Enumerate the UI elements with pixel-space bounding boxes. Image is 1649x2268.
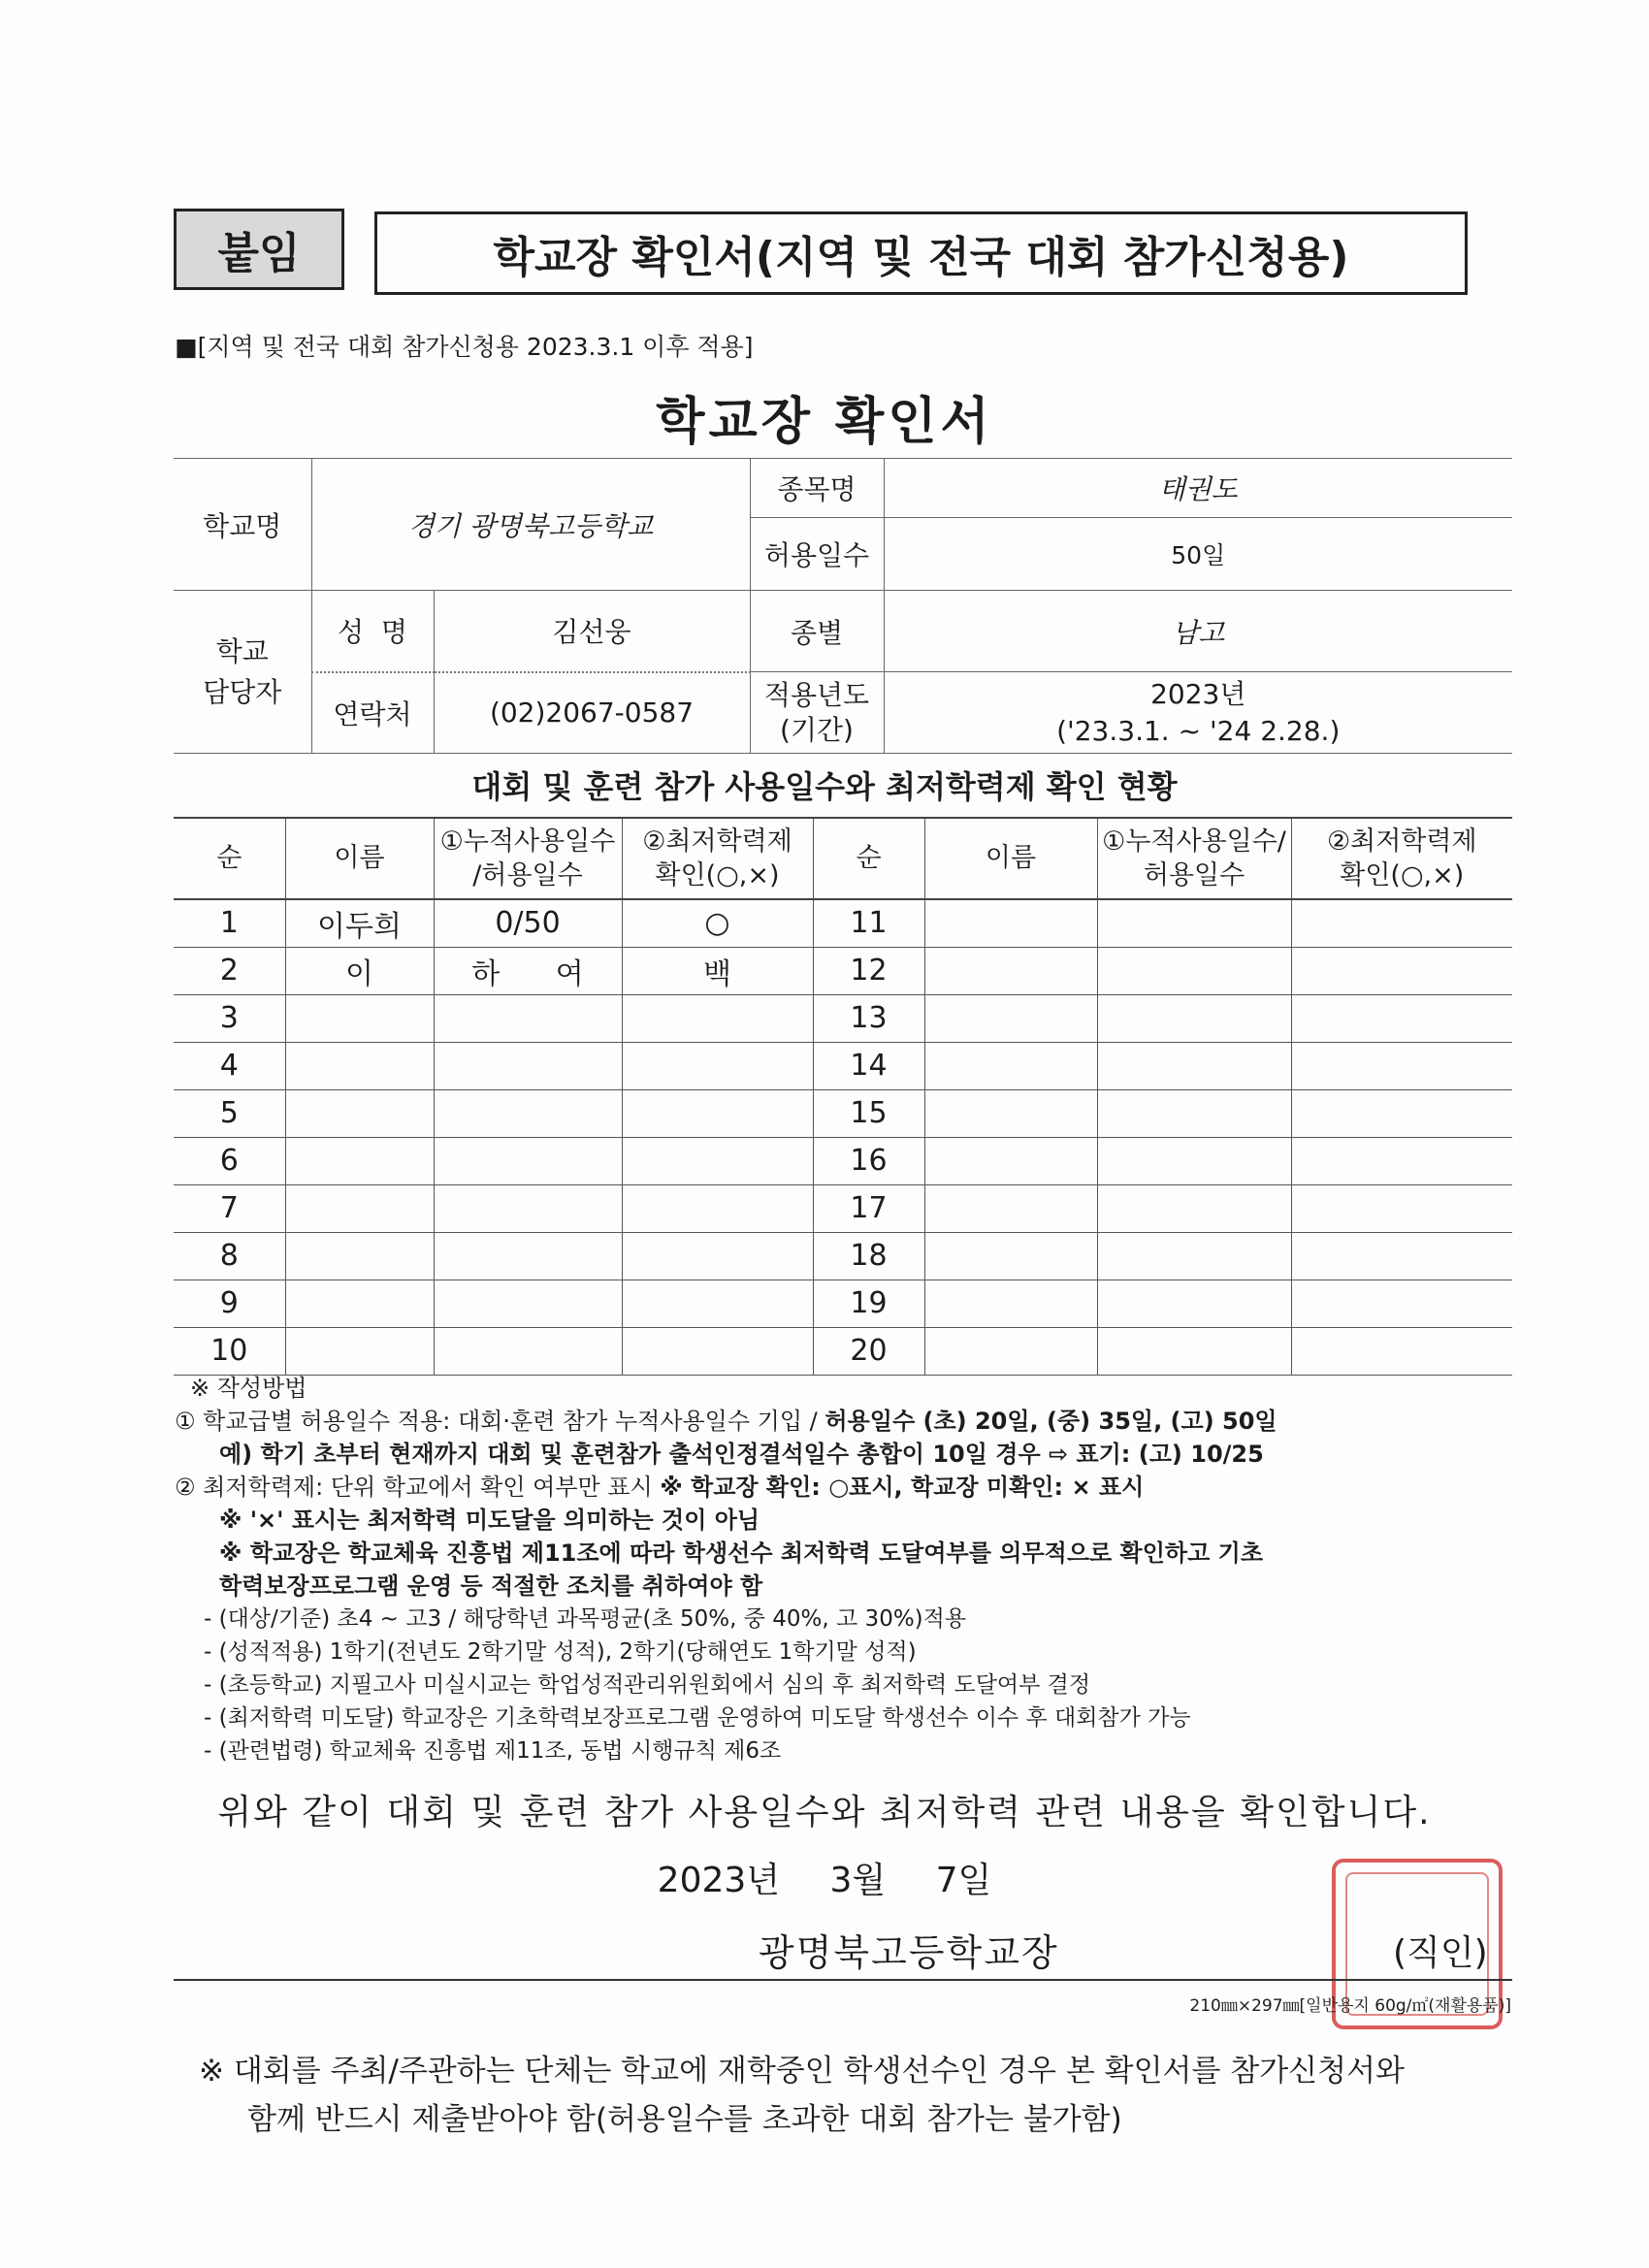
- allowed-days-label: 허용일수: [750, 518, 884, 591]
- row-no-2: 15: [813, 1089, 924, 1137]
- table-header-row: [174, 818, 1512, 899]
- row-no: 4: [174, 1042, 285, 1089]
- row-days: [434, 947, 622, 994]
- paper-spec: 210㎜×297㎜[일반용지 60g/㎡(재활용품)]: [1189, 1996, 1511, 2016]
- table-row: [174, 1184, 1512, 1232]
- row-no-2: 13: [813, 994, 924, 1042]
- table-row: [174, 1089, 1512, 1137]
- submission-note-line-2: 함께 반드시 제출받아야 함(허용일수를 초과한 대회 참가는 불가함): [247, 2102, 1122, 2137]
- row-days: [434, 1137, 622, 1184]
- row-check-2: [1291, 947, 1512, 994]
- year-cell: [884, 672, 1512, 754]
- row-name-2: [924, 1232, 1097, 1280]
- instructions: [175, 1372, 1533, 1767]
- table-row: [174, 947, 1512, 994]
- row-name-2: [924, 1327, 1097, 1375]
- row-no-2: 17: [813, 1184, 924, 1232]
- row-no-2: 11: [813, 899, 924, 947]
- row-days-2: [1097, 1184, 1291, 1232]
- header-name: 이름: [285, 818, 434, 899]
- manager-label: 학교 담당자: [174, 591, 311, 754]
- allowed-days-value: 50일: [884, 518, 1512, 591]
- row-check: ○: [622, 899, 813, 947]
- instruction-line: - (초등학교) 지필고사 미실시교는 학업성적관리위원회에서 심의 후 최저학력 도달여부 결정: [204, 1672, 1091, 1698]
- instruction-line: - (최저학력 미도달) 학교장은 기초학력보장프로그램 운영하여 미도달 학생선수 이수 후 대회참가 가능: [204, 1705, 1191, 1731]
- row-check-2: [1291, 994, 1512, 1042]
- row-no: 8: [174, 1232, 285, 1280]
- header-days: ①누적사용일수 /허용일수: [434, 818, 622, 899]
- contact-label: 연락처: [311, 672, 434, 754]
- contact-value: (02)2067-0587: [434, 672, 750, 754]
- header-title-box: [374, 211, 1468, 295]
- row-check: [622, 1137, 813, 1184]
- attachment-tag-label: 붙임: [217, 229, 301, 278]
- document-title: 학교장 확인서: [656, 393, 993, 451]
- row-days-2: [1097, 1089, 1291, 1137]
- row-check: [622, 1184, 813, 1232]
- row-check: [622, 1327, 813, 1375]
- row-no: 6: [174, 1137, 285, 1184]
- principal-name: 광명북고등학교장: [759, 1931, 1059, 1974]
- instruction-line: - (성적적용) 1학기(전년도 2학기말 성적), 2학기(당해연도 1학기말 성적): [204, 1639, 917, 1665]
- row-name-2: [924, 899, 1097, 947]
- row-no-2: 16: [813, 1137, 924, 1184]
- school-value: 경기 광명북고등학교: [311, 459, 750, 591]
- row-no: 2: [174, 947, 285, 994]
- row-check: [622, 1280, 813, 1327]
- row-name: [285, 1232, 434, 1280]
- row-name-2: [924, 994, 1097, 1042]
- info-table: [174, 458, 1512, 754]
- instruction-text-bold: 허용일수 (초) 20일, (중) 35일, (고) 50일: [824, 1408, 1277, 1435]
- row-days-2: [1097, 1042, 1291, 1089]
- row-name: [285, 1280, 434, 1327]
- attachment-tag: [174, 209, 344, 290]
- row-name-2: [924, 947, 1097, 994]
- row-days-part-a: 하: [471, 956, 501, 991]
- instructions-title: ※ 작성방법: [190, 1375, 307, 1402]
- row-days-2: [1097, 1137, 1291, 1184]
- section-title: 대회 및 훈련 참가 사용일수와 최저학력제 확인 현황: [471, 768, 1178, 805]
- row-days: [434, 1232, 622, 1280]
- table-row: [174, 899, 1512, 947]
- row-days: [434, 1184, 622, 1232]
- header-name-2: 이름: [924, 818, 1097, 899]
- row-check-2: [1291, 1089, 1512, 1137]
- row-name-2: [924, 1184, 1097, 1232]
- school-label: 학교명: [174, 459, 311, 591]
- row-check: [622, 1042, 813, 1089]
- row-check-2: [1291, 1042, 1512, 1089]
- row-no: 1: [174, 899, 285, 947]
- confirmation-statement: 위와 같이 대회 및 훈련 참가 사용일수와 최저학력 관련 내용을 확인합니다.: [217, 1793, 1432, 1832]
- row-name-2: [924, 1137, 1097, 1184]
- participation-table: [174, 817, 1512, 1376]
- year-label: 적용년도 (기간): [750, 672, 884, 754]
- row-days: [434, 1042, 622, 1089]
- row-days: [434, 1280, 622, 1327]
- row-no-2: 20: [813, 1327, 924, 1375]
- row-days-2: [1097, 947, 1291, 994]
- row-name: 이두희: [285, 899, 434, 947]
- row-name: [285, 1137, 434, 1184]
- applicability-notice: ■[지역 및 전국 대회 참가신청용 2023.3.1 이후 적용]: [175, 333, 754, 361]
- row-days-2: [1097, 1232, 1291, 1280]
- table-row: [174, 1137, 1512, 1184]
- row-check: [622, 1232, 813, 1280]
- category-label: 종별: [750, 591, 884, 672]
- header-check: ②최저학력제 확인(○,×): [622, 818, 813, 899]
- instruction-line: - (관련법령) 학교체육 진흥법 제11조, 동법 시행규칙 제6조: [204, 1738, 782, 1764]
- name-label: 성 명: [311, 591, 434, 672]
- instruction-text: ① 학교급별 허용일수 적용: 대회·훈련 참가 누적사용일수 기입 /: [175, 1408, 825, 1435]
- instruction-line: [175, 1405, 1533, 1438]
- row-name: [285, 1184, 434, 1232]
- instruction-text-bold: ※ 학교장 확인: ○표시, 학교장 미확인: × 표시: [660, 1474, 1145, 1501]
- instruction-line: ※ '×' 표시는 최저학력 미도달을 의미하는 것이 아님: [219, 1507, 760, 1534]
- row-name: [285, 994, 434, 1042]
- table-row: [174, 1327, 1512, 1375]
- submission-note: [199, 2047, 1557, 2144]
- row-no: 9: [174, 1280, 285, 1327]
- instruction-text: ② 최저학력제: 단위 학교에서 확인 여부만 표시: [175, 1474, 661, 1501]
- row-no: 10: [174, 1327, 285, 1375]
- submission-note-line-1: ※ 대회를 주최/주관하는 단체는 학교에 재학중인 학생선수인 경우 본 확인서를 참가신청서와: [199, 2054, 1405, 2089]
- footer-divider: [174, 1979, 1512, 1981]
- header-title: 학교장 확인서(지역 및 전국 대회 참가신청용): [493, 233, 1349, 282]
- header-no-2: 순: [813, 818, 924, 899]
- row-days: [434, 994, 622, 1042]
- instruction-line: - (대상/기준) 초4 ~ 고3 / 해당학년 과목평균(초 50%, 중 40%, 고 30%)적용: [204, 1606, 967, 1632]
- row-name: [285, 1089, 434, 1137]
- row-check-2: [1291, 1280, 1512, 1327]
- row-check-2: [1291, 1137, 1512, 1184]
- row-name: 이: [285, 947, 434, 994]
- issue-date: 2023년 3월 7일: [657, 1861, 992, 1900]
- row-days: [434, 1327, 622, 1375]
- event-label: 종목명: [750, 459, 884, 518]
- row-days: [434, 1089, 622, 1137]
- instruction-line: 예) 학기 초부터 현재까지 대회 및 훈련참가 출석인정결석일수 총합이 10일 경우 ⇨ 표기: (고) 10/25: [219, 1441, 1264, 1468]
- row-days-2: [1097, 1280, 1291, 1327]
- row-name-2: [924, 1089, 1097, 1137]
- name-value: 김선웅: [434, 591, 750, 672]
- row-check: 백: [622, 947, 813, 994]
- row-name: [285, 1042, 434, 1089]
- event-value: 태권도: [884, 459, 1512, 518]
- row-check-2: [1291, 1184, 1512, 1232]
- row-no: 7: [174, 1184, 285, 1232]
- header-check-2: ②최저학력제 확인(○,×): [1291, 818, 1512, 899]
- row-check: [622, 994, 813, 1042]
- row-no: 5: [174, 1089, 285, 1137]
- row-days-2: [1097, 899, 1291, 947]
- table-row: [174, 1042, 1512, 1089]
- table-row: [174, 1232, 1512, 1280]
- row-name-2: [924, 1280, 1097, 1327]
- row-check: [622, 1089, 813, 1137]
- instruction-line: 학력보장프로그램 운영 등 적절한 조치를 취하여야 함: [219, 1572, 763, 1600]
- row-no-2: 18: [813, 1232, 924, 1280]
- instruction-line: ※ 학교장은 학교체육 진흥법 제11조에 따라 학생선수 최저학력 도달여부를 의무적으로 확인하고 기초: [219, 1539, 1263, 1567]
- row-days-part-b: 여: [555, 956, 584, 991]
- table-row: [174, 994, 1512, 1042]
- row-name: [285, 1327, 434, 1375]
- row-no-2: 19: [813, 1280, 924, 1327]
- header-days-2: ①누적사용일수/ 허용일수: [1097, 818, 1291, 899]
- row-days-2: [1097, 1327, 1291, 1375]
- row-check-2: [1291, 1327, 1512, 1375]
- seal-label: (직인): [1393, 1933, 1488, 1973]
- table-row: [174, 1280, 1512, 1327]
- row-no-2: 14: [813, 1042, 924, 1089]
- row-days: 0/50: [434, 899, 622, 947]
- row-check-2: [1291, 1232, 1512, 1280]
- row-no-2: 12: [813, 947, 924, 994]
- year-value: 2023년: [1150, 677, 1246, 710]
- row-name-2: [924, 1042, 1097, 1089]
- period-value: ('23.3.1. ~ '24 2.28.): [1056, 714, 1341, 747]
- row-no: 3: [174, 994, 285, 1042]
- instruction-line: [175, 1471, 1533, 1504]
- header-no: 순: [174, 818, 285, 899]
- row-days-2: [1097, 994, 1291, 1042]
- category-value: 남고: [884, 591, 1512, 672]
- row-check-2: [1291, 899, 1512, 947]
